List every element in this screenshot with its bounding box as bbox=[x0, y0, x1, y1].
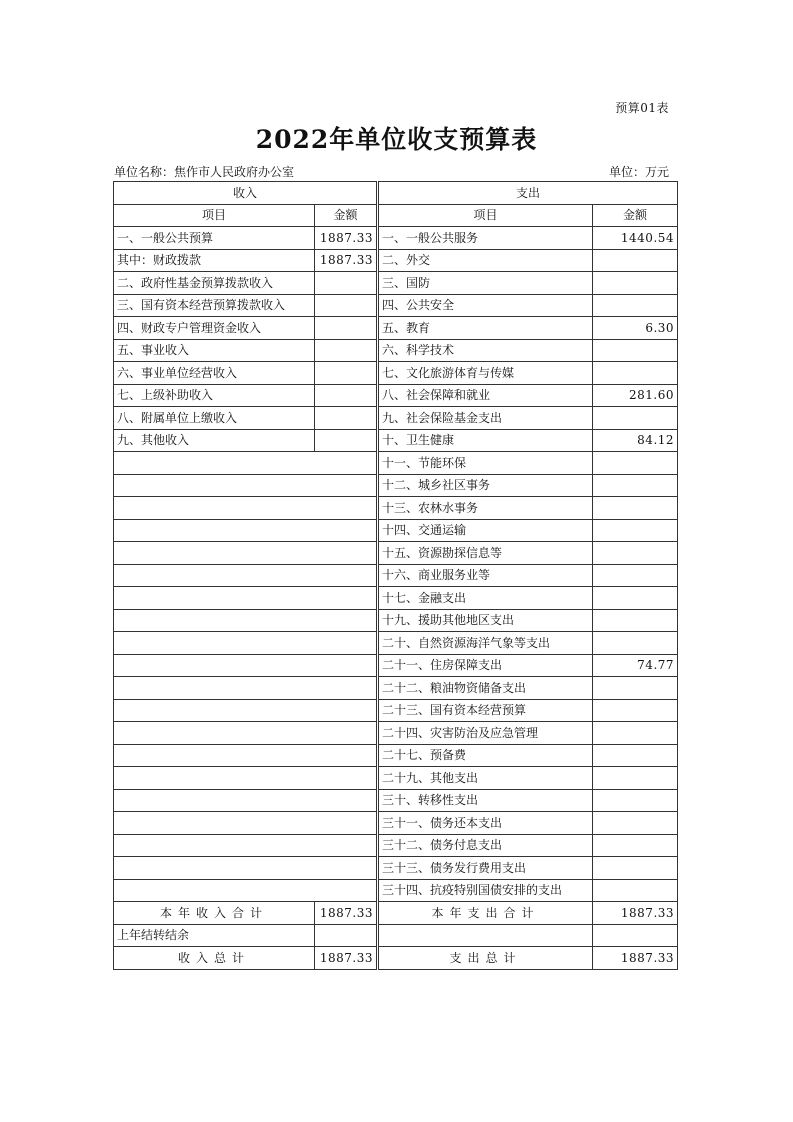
expense-item-header: 项目 bbox=[378, 204, 593, 227]
income-section-header: 收入 bbox=[114, 182, 378, 205]
budget-row bbox=[114, 249, 678, 272]
income-item-cell: 三、国有资本经营预算拨款收入 bbox=[114, 294, 315, 317]
income-empty-cell bbox=[114, 542, 378, 565]
income-item-cell: 九、其他收入 bbox=[114, 429, 315, 452]
expense-item-cell: 六、科学技术 bbox=[378, 339, 593, 362]
expense-item-cell: 十六、商业服务业等 bbox=[378, 564, 593, 587]
income-empty-cell bbox=[114, 587, 378, 610]
expense-amount-cell: 74.77 bbox=[593, 654, 678, 677]
expense-year-total-label: 本年支出合计 bbox=[378, 902, 593, 925]
expense-only-row bbox=[114, 452, 678, 475]
income-item-cell: 一、一般公共预算 bbox=[114, 227, 315, 250]
income-year-total-label: 本年收入合计 bbox=[114, 902, 315, 925]
carryover-empty-amount bbox=[593, 924, 678, 947]
expense-only-row bbox=[114, 744, 678, 767]
expense-item-cell: 二十三、国有资本经营预算 bbox=[378, 699, 593, 722]
income-amount-cell bbox=[315, 272, 378, 295]
expense-item-cell: 十一、节能环保 bbox=[378, 452, 593, 475]
expense-item-cell: 二十、自然资源海洋气象等支出 bbox=[378, 632, 593, 655]
expense-amount-cell: 6.30 bbox=[593, 317, 678, 340]
income-empty-cell bbox=[114, 564, 378, 587]
expense-amount-cell bbox=[593, 609, 678, 632]
budget-row bbox=[114, 362, 678, 385]
expense-amount-cell bbox=[593, 362, 678, 385]
grand-total-row bbox=[114, 947, 678, 970]
expense-amount-cell bbox=[593, 519, 678, 542]
budget-table-body bbox=[114, 182, 678, 902]
form-number: 预算01表 bbox=[615, 101, 669, 115]
budget-row bbox=[114, 272, 678, 295]
carryover-amount bbox=[315, 924, 378, 947]
unit-name: 单位名称：焦作市人民政府办公室 bbox=[114, 165, 295, 179]
expense-section-header: 支出 bbox=[378, 182, 678, 205]
expense-item-cell: 二十一、住房保障支出 bbox=[378, 654, 593, 677]
expense-amount-cell: 84.12 bbox=[593, 429, 678, 452]
expense-amount-cell bbox=[593, 699, 678, 722]
expense-amount-cell bbox=[593, 587, 678, 610]
expense-amount-cell bbox=[593, 249, 678, 272]
expense-amount-cell bbox=[593, 272, 678, 295]
expense-amount-cell bbox=[593, 497, 678, 520]
budget-row bbox=[114, 294, 678, 317]
budget-row bbox=[114, 407, 678, 430]
expense-item-cell: 三十四、抗疫特别国债安排的支出 bbox=[378, 879, 593, 902]
expense-item-cell: 二、外交 bbox=[378, 249, 593, 272]
expense-amount-cell bbox=[593, 677, 678, 700]
expense-amount-cell bbox=[593, 452, 678, 475]
income-empty-cell bbox=[114, 497, 378, 520]
expense-amount-cell: 1440.54 bbox=[593, 227, 678, 250]
section-header-row bbox=[114, 182, 678, 205]
expense-amount-cell bbox=[593, 789, 678, 812]
expense-only-row bbox=[114, 789, 678, 812]
income-empty-cell bbox=[114, 722, 378, 745]
expense-item-cell: 五、教育 bbox=[378, 317, 593, 340]
expense-only-row bbox=[114, 879, 678, 902]
income-empty-cell bbox=[114, 744, 378, 767]
expense-amount-cell bbox=[593, 879, 678, 902]
expense-only-row bbox=[114, 587, 678, 610]
expense-only-row bbox=[114, 722, 678, 745]
expense-only-row bbox=[114, 474, 678, 497]
expense-only-row bbox=[114, 857, 678, 880]
expense-item-cell: 三十三、债务发行费用支出 bbox=[378, 857, 593, 880]
expense-item-cell: 八、社会保障和就业 bbox=[378, 384, 593, 407]
expense-year-total-amount: 1887.33 bbox=[593, 902, 678, 925]
income-empty-cell bbox=[114, 789, 378, 812]
income-item-cell: 其中：财政拨款 bbox=[114, 249, 315, 272]
expense-amount-cell bbox=[593, 857, 678, 880]
income-item-cell: 二、政府性基金预算拨款收入 bbox=[114, 272, 315, 295]
budget-row bbox=[114, 317, 678, 340]
expense-only-row bbox=[114, 497, 678, 520]
carryover-row bbox=[114, 924, 678, 947]
expense-amount-cell bbox=[593, 474, 678, 497]
totals-body bbox=[114, 902, 678, 970]
currency-unit: 单位：万元 bbox=[608, 165, 669, 179]
expense-item-cell: 十四、交通运输 bbox=[378, 519, 593, 542]
income-amount-header: 金额 bbox=[315, 204, 378, 227]
year-total-row bbox=[114, 902, 678, 925]
budget-row bbox=[114, 429, 678, 452]
income-item-cell: 五、事业收入 bbox=[114, 339, 315, 362]
expense-item-cell: 三十、转移性支出 bbox=[378, 789, 593, 812]
column-header-row bbox=[114, 204, 678, 227]
expense-only-row bbox=[114, 699, 678, 722]
expense-only-row bbox=[114, 767, 678, 790]
expense-item-cell: 十九、援助其他地区支出 bbox=[378, 609, 593, 632]
income-empty-cell bbox=[114, 654, 378, 677]
income-item-cell: 八、附属单位上缴收入 bbox=[114, 407, 315, 430]
carryover-label: 上年结转结余 bbox=[114, 924, 315, 947]
expense-only-row bbox=[114, 609, 678, 632]
expense-item-cell: 七、文化旅游体育与传媒 bbox=[378, 362, 593, 385]
expense-amount-cell bbox=[593, 564, 678, 587]
expense-only-row bbox=[114, 654, 678, 677]
income-empty-cell bbox=[114, 452, 378, 475]
budget-row bbox=[114, 339, 678, 362]
page-title: 2022年单位收支预算表 bbox=[255, 125, 538, 154]
expense-amount-cell: 281.60 bbox=[593, 384, 678, 407]
expense-item-cell: 二十四、灾害防治及应急管理 bbox=[378, 722, 593, 745]
expense-amount-cell bbox=[593, 294, 678, 317]
budget-row bbox=[114, 227, 678, 250]
expense-grand-total-amount: 1887.33 bbox=[593, 947, 678, 970]
expense-amount-cell bbox=[593, 834, 678, 857]
expense-only-row bbox=[114, 834, 678, 857]
income-item-header: 项目 bbox=[114, 204, 315, 227]
income-amount-cell bbox=[315, 339, 378, 362]
expense-item-cell: 二十二、粮油物资储备支出 bbox=[378, 677, 593, 700]
expense-item-cell: 一、一般公共服务 bbox=[378, 227, 593, 250]
expense-only-row bbox=[114, 542, 678, 565]
income-item-cell: 六、事业单位经营收入 bbox=[114, 362, 315, 385]
expense-amount-cell bbox=[593, 812, 678, 835]
expense-item-cell: 十、卫生健康 bbox=[378, 429, 593, 452]
income-amount-cell bbox=[315, 317, 378, 340]
income-empty-cell bbox=[114, 474, 378, 497]
expense-item-cell: 三十二、债务付息支出 bbox=[378, 834, 593, 857]
expense-item-cell: 十二、城乡社区事务 bbox=[378, 474, 593, 497]
income-grand-total-label: 收入总计 bbox=[114, 947, 315, 970]
expense-item-cell: 十三、农林水事务 bbox=[378, 497, 593, 520]
expense-item-cell: 九、社会保险基金支出 bbox=[378, 407, 593, 430]
expense-grand-total-label: 支出总计 bbox=[378, 947, 593, 970]
expense-amount-header: 金额 bbox=[593, 204, 678, 227]
income-empty-cell bbox=[114, 699, 378, 722]
income-empty-cell bbox=[114, 677, 378, 700]
income-empty-cell bbox=[114, 519, 378, 542]
expense-only-row bbox=[114, 812, 678, 835]
income-empty-cell bbox=[114, 857, 378, 880]
income-empty-cell bbox=[114, 609, 378, 632]
budget-table bbox=[113, 181, 678, 970]
income-empty-cell bbox=[114, 632, 378, 655]
budget-row bbox=[114, 384, 678, 407]
expense-item-cell: 二十九、其他支出 bbox=[378, 767, 593, 790]
expense-amount-cell bbox=[593, 339, 678, 362]
expense-only-row bbox=[114, 564, 678, 587]
expense-item-cell: 十五、资源勘探信息等 bbox=[378, 542, 593, 565]
expense-amount-cell bbox=[593, 407, 678, 430]
expense-item-cell: 三、国防 bbox=[378, 272, 593, 295]
income-grand-total-amount: 1887.33 bbox=[315, 947, 378, 970]
income-amount-cell bbox=[315, 362, 378, 385]
expense-amount-cell bbox=[593, 542, 678, 565]
expense-item-cell: 四、公共安全 bbox=[378, 294, 593, 317]
expense-item-cell: 二十七、预备费 bbox=[378, 744, 593, 767]
expense-amount-cell bbox=[593, 767, 678, 790]
expense-only-row bbox=[114, 519, 678, 542]
income-amount-cell bbox=[315, 294, 378, 317]
income-year-total-amount: 1887.33 bbox=[315, 902, 378, 925]
income-amount-cell bbox=[315, 407, 378, 430]
expense-amount-cell bbox=[593, 744, 678, 767]
expense-amount-cell bbox=[593, 632, 678, 655]
income-amount-cell bbox=[315, 384, 378, 407]
expense-item-cell: 十七、金融支出 bbox=[378, 587, 593, 610]
expense-amount-cell bbox=[593, 722, 678, 745]
income-empty-cell bbox=[114, 767, 378, 790]
income-amount-cell bbox=[315, 429, 378, 452]
income-amount-cell: 1887.33 bbox=[315, 227, 378, 250]
carryover-empty-item bbox=[378, 924, 593, 947]
expense-item-cell: 三十一、债务还本支出 bbox=[378, 812, 593, 835]
expense-only-row bbox=[114, 632, 678, 655]
income-empty-cell bbox=[114, 834, 378, 857]
income-amount-cell: 1887.33 bbox=[315, 249, 378, 272]
expense-only-row bbox=[114, 677, 678, 700]
income-item-cell: 七、上级补助收入 bbox=[114, 384, 315, 407]
income-empty-cell bbox=[114, 812, 378, 835]
income-item-cell: 四、财政专户管理资金收入 bbox=[114, 317, 315, 340]
income-empty-cell bbox=[114, 879, 378, 902]
